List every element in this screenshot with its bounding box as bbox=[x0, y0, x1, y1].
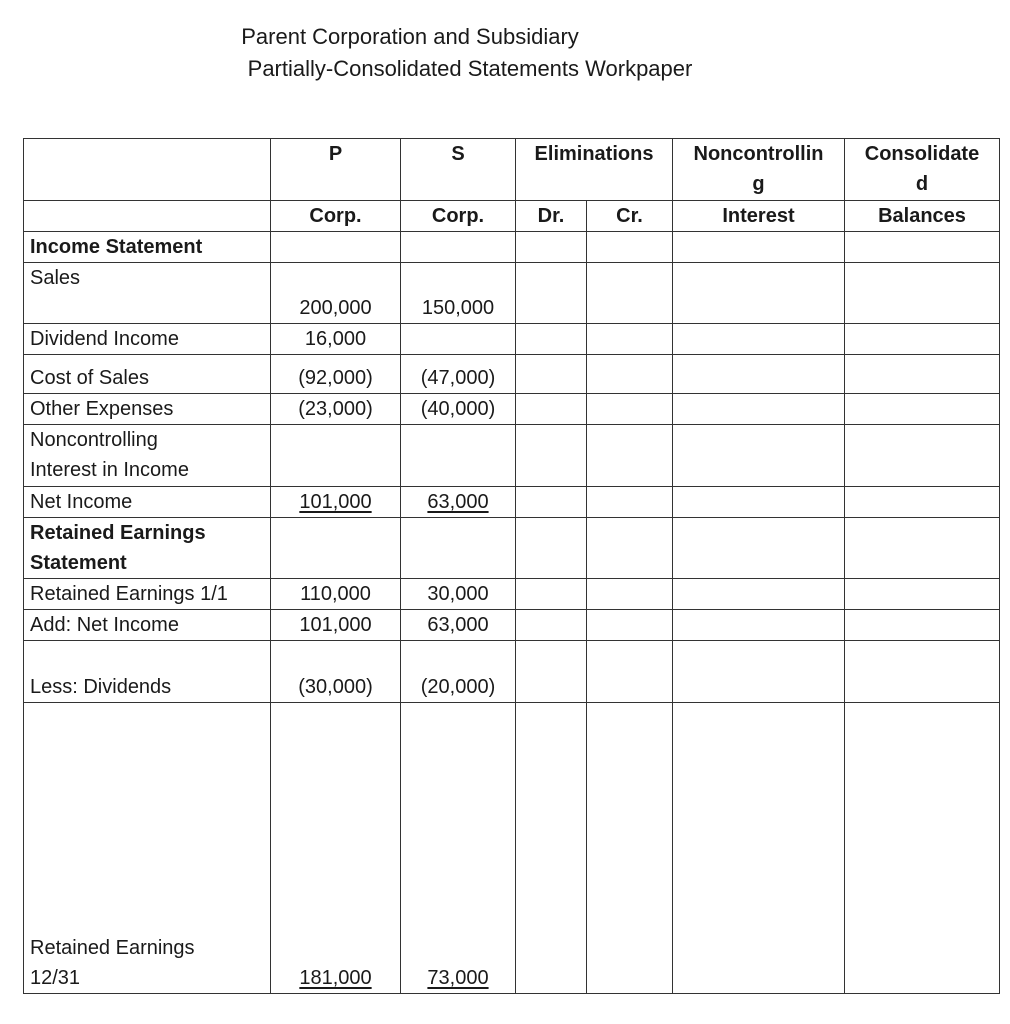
sales-p: 200,000 bbox=[271, 263, 401, 324]
header-eliminations: Eliminations bbox=[516, 139, 673, 201]
header-corp-p: Corp. bbox=[271, 201, 401, 232]
add-net-income-s: 63,000 bbox=[401, 610, 516, 641]
add-net-income-p: 101,000 bbox=[271, 610, 401, 641]
table-row bbox=[24, 263, 1000, 324]
row-label-net-income: Net Income bbox=[24, 487, 271, 518]
header-dr: Dr. bbox=[516, 201, 587, 232]
header-cons-line1: Consolidate bbox=[864, 143, 980, 165]
net-income-p: 101,000 bbox=[271, 487, 401, 518]
sales-s: 150,000 bbox=[401, 263, 516, 324]
header-cr: Cr. bbox=[587, 201, 673, 232]
re-begin-p: 110,000 bbox=[271, 579, 401, 610]
row-label-re-end: Retained Earnings 12/31 bbox=[24, 703, 271, 994]
table-row bbox=[24, 232, 1000, 263]
header-nci-interest: Interest bbox=[673, 201, 845, 232]
row-label-dividend-income: Dividend Income bbox=[24, 324, 271, 355]
re-end-p: 181,000 bbox=[271, 703, 401, 994]
table-row bbox=[24, 641, 1000, 703]
row-label-add-net-income: Add: Net Income bbox=[24, 610, 271, 641]
header-s: S bbox=[401, 139, 516, 201]
row-label-cost-of-sales: Cost of Sales bbox=[24, 355, 271, 394]
cost-of-sales-p: (92,000) bbox=[271, 355, 401, 394]
re-end-s: 73,000 bbox=[401, 703, 516, 994]
other-expenses-s: (40,000) bbox=[401, 394, 516, 425]
less-dividends-s: (20,000) bbox=[401, 641, 516, 703]
row-label-nci-income: Noncontrolling Interest in Income bbox=[24, 425, 271, 487]
row-label-sales: Sales bbox=[24, 263, 271, 324]
cost-of-sales-s: (47,000) bbox=[401, 355, 516, 394]
table-row bbox=[24, 425, 1000, 487]
table-row bbox=[24, 487, 1000, 518]
re-begin-s: 30,000 bbox=[401, 579, 516, 610]
header-nci bbox=[673, 139, 845, 201]
header-p: P bbox=[271, 139, 401, 201]
section-income-statement: Income Statement bbox=[24, 232, 271, 263]
header-row-1 bbox=[24, 139, 1000, 201]
table-row bbox=[24, 394, 1000, 425]
table-row bbox=[24, 610, 1000, 641]
header-row-2 bbox=[24, 201, 1000, 232]
other-expenses-p: (23,000) bbox=[271, 394, 401, 425]
table-row bbox=[24, 579, 1000, 610]
net-income-s: 63,000 bbox=[401, 487, 516, 518]
header-corp-s: Corp. bbox=[401, 201, 516, 232]
section-retained-earnings-statement: Retained Earnings Statement bbox=[24, 518, 271, 579]
header-balances: Balances bbox=[845, 201, 1000, 232]
dividend-income-p: 16,000 bbox=[271, 324, 401, 355]
title-line-1: Parent Corporation and Subsidiary bbox=[241, 24, 579, 49]
header-blank bbox=[24, 139, 271, 201]
title-line-2: Partially-Consolidated Statements Workpaper bbox=[247, 56, 693, 81]
table-row bbox=[24, 324, 1000, 355]
row-label-less-dividends: Less: Dividends bbox=[24, 641, 271, 703]
workpaper-table bbox=[23, 138, 1000, 994]
header-nci-line1: Noncontrollin bbox=[693, 143, 824, 165]
row-label-re-begin: Retained Earnings 1/1 bbox=[24, 579, 271, 610]
less-dividends-p: (30,000) bbox=[271, 641, 401, 703]
row-label-other-expenses: Other Expenses bbox=[24, 394, 271, 425]
table-row bbox=[24, 355, 1000, 394]
header-cons-line2: d bbox=[915, 173, 929, 195]
header-nci-line2: g bbox=[752, 173, 765, 195]
table-row bbox=[24, 703, 1000, 994]
table-row bbox=[24, 518, 1000, 579]
header-consolidated bbox=[845, 139, 1000, 201]
